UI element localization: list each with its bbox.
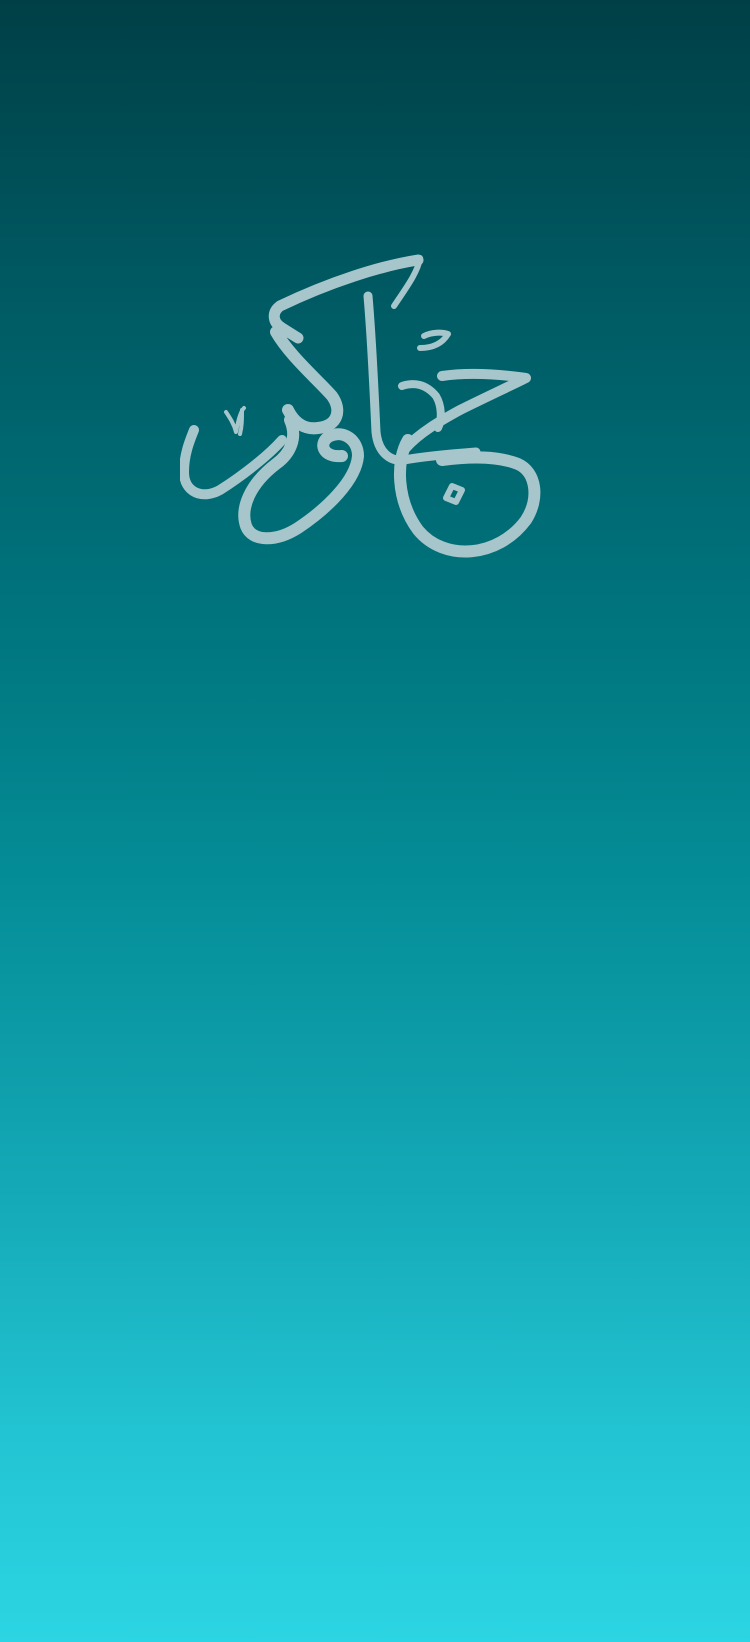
logo-mark-small-2 xyxy=(240,410,242,434)
logo-mark-top xyxy=(420,333,448,348)
logo-calligraphy-svg xyxy=(180,250,580,590)
logo-stroke-ra-tail xyxy=(184,430,282,494)
logo-stroke-kaf-body xyxy=(276,332,337,428)
logo-dot-lower xyxy=(446,486,462,502)
logo-stroke-waw-loop xyxy=(244,420,358,538)
calligraphy-logo-icon xyxy=(180,250,580,590)
